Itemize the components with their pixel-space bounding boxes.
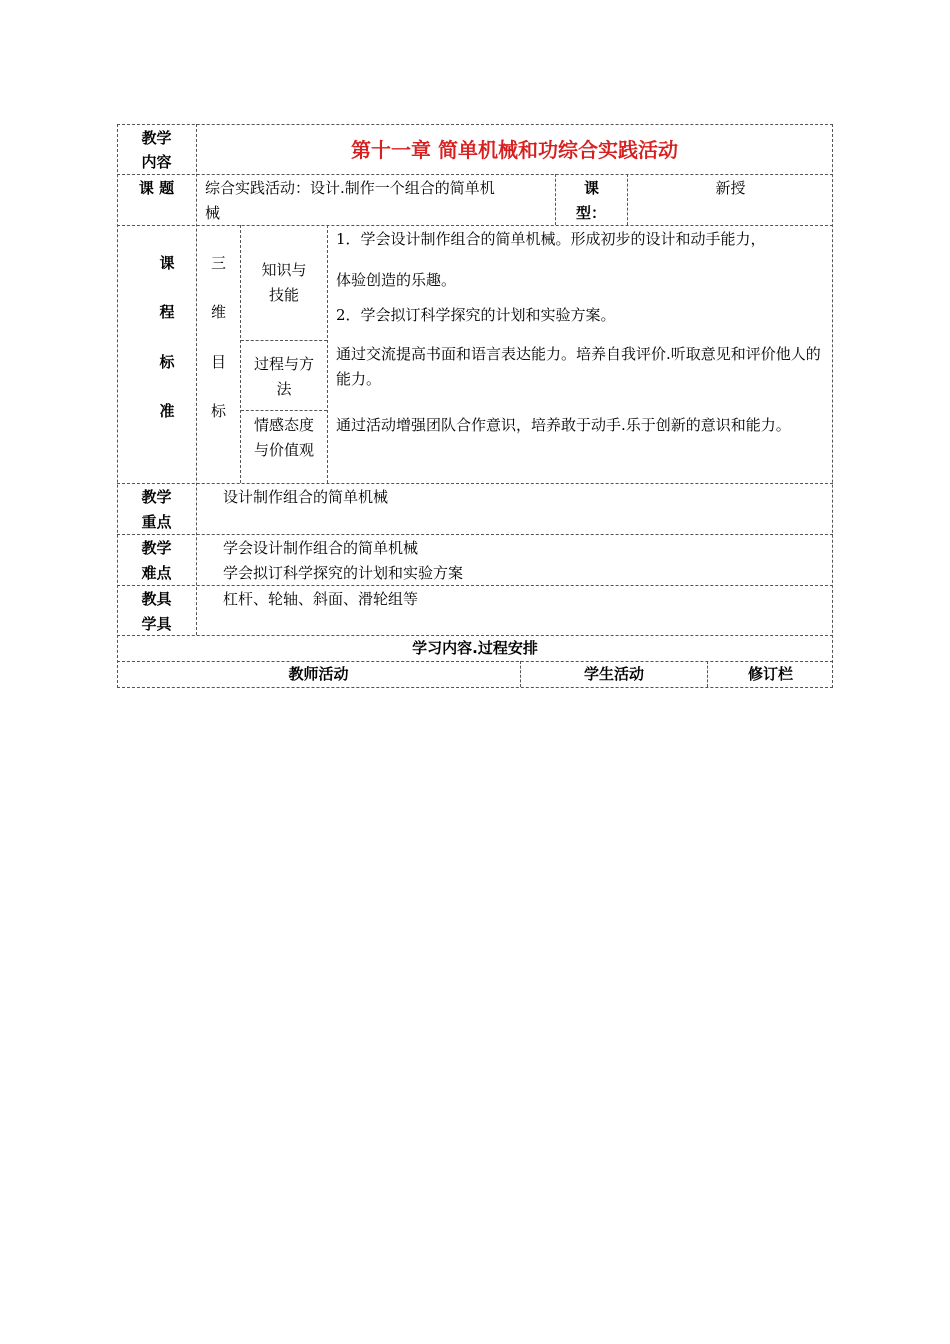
label-difficulties: 教学 难点	[141, 539, 172, 582]
table-border-right	[832, 124, 833, 688]
column-divider	[327, 225, 328, 483]
topic-line-1: 综合实践活动：设计.制作一个组合的简单机	[205, 179, 495, 197]
label-process-method: 过程与方 法	[253, 355, 314, 398]
label-teaching-content: 教学 内容	[141, 129, 172, 171]
header-teacher-activity: 教师活动	[288, 665, 349, 683]
knowledge-goal-2: 2．学会拟订科学探究的计划和实验方案。	[336, 306, 616, 324]
sub-row-divider	[241, 410, 327, 411]
column-divider	[555, 174, 556, 225]
label-standard-char: 准	[159, 402, 175, 420]
row-divider	[117, 483, 833, 484]
knowledge-goal-1-cont: 体验创造的乐趣。	[336, 271, 457, 289]
label-emotion-values: 情感态度 与价值观	[253, 416, 314, 459]
label-key-points: 教学 重点	[141, 488, 172, 531]
header-student-activity: 学生活动	[583, 665, 644, 683]
difficulty-text-1: 学会设计制作组合的简单机械	[223, 539, 419, 557]
process-goal-text: 通过交流提高书面和语言表达能力。培养自我评价.听取意见和评价他人的能力。	[336, 345, 821, 388]
knowledge-goal-1: 1．学会设计制作组合的简单机械。形成初步的设计和动手能力，	[336, 230, 766, 248]
teaching-aids-text: 杠杆、轮轴、斜面、滑轮组等	[223, 590, 419, 608]
label-column-divider	[196, 124, 197, 635]
topic-line-2: 械	[205, 204, 221, 222]
label-3d-goal-char: 三	[210, 254, 226, 272]
label-3d-goal-char: 目	[210, 353, 226, 371]
chapter-title: 第十一章 简单机械和功综合实践活动	[351, 138, 678, 162]
section-header-learning-process: 学习内容.过程安排	[412, 639, 538, 657]
label-topic: 课 题	[138, 179, 175, 197]
header-revision-column: 修订栏	[747, 665, 793, 683]
label-knowledge-skills: 知识与 技能	[261, 261, 307, 304]
label-standard-char: 课	[159, 254, 175, 272]
label-3d-goal-char: 标	[210, 402, 226, 420]
lesson-type-value: 新授	[715, 179, 746, 197]
table-border-top	[117, 124, 833, 125]
label-3d-goal-char: 维	[210, 303, 226, 321]
difficulty-text-2: 学会拟订科学探究的计划和实验方案	[223, 564, 464, 582]
label-lesson-type-2: 型：	[576, 204, 607, 222]
emotion-goal-text: 通过活动增强团队合作意识，培养敢于动手.乐于创新的意识和能力。	[336, 416, 791, 434]
label-teaching-aids: 教具 学具	[141, 590, 172, 633]
label-lesson-type-1: 课	[584, 179, 600, 197]
table-border-bottom	[117, 687, 833, 688]
row-divider	[117, 174, 833, 175]
row-divider	[117, 534, 833, 535]
label-standard-char: 程	[159, 303, 175, 321]
key-points-text: 设计制作组合的简单机械	[223, 488, 389, 506]
lesson-plan-table	[117, 124, 833, 688]
sub-row-divider	[241, 340, 327, 341]
label-standard-char: 标	[159, 353, 175, 371]
